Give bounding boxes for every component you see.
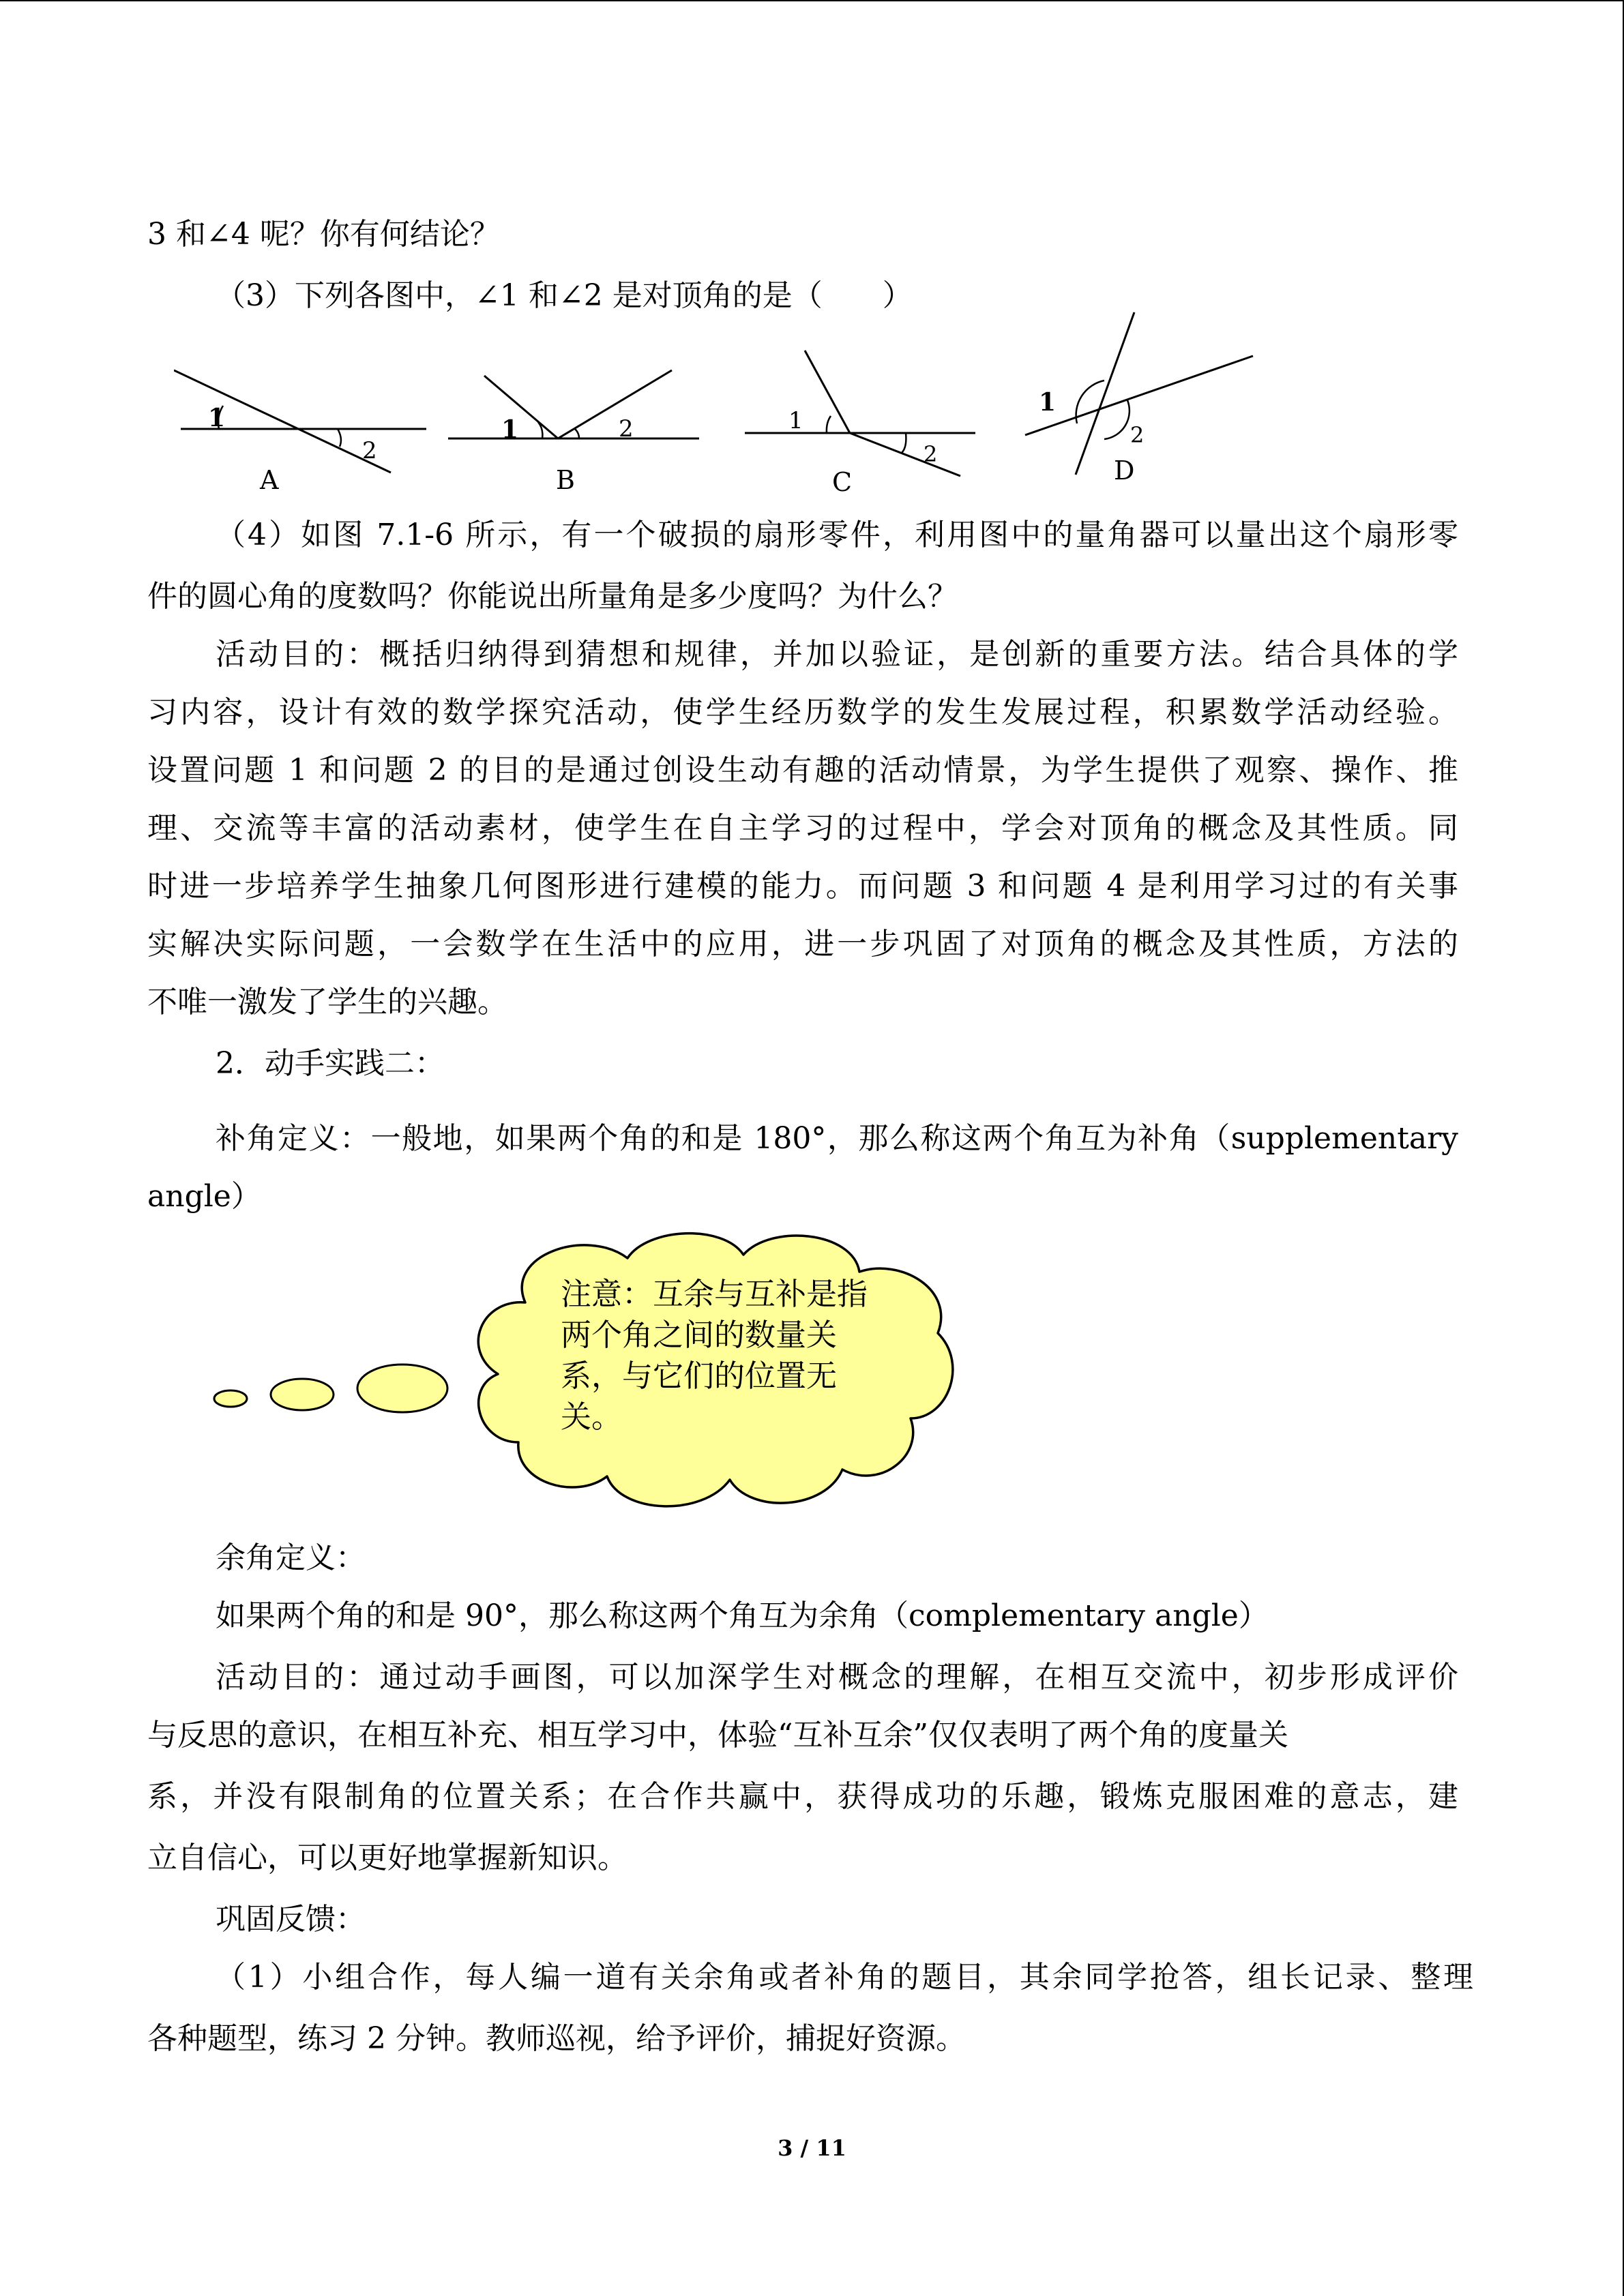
text-line: 3 和∠4 呢？你有何结论？: [147, 217, 500, 252]
text-line: 理、交流等丰富的活动素材，使学生在自主学习的过程中，学会对顶角的概念及其性质。同: [147, 811, 1458, 846]
text-line: 与反思的意识，在相互补充、相互学习中，体验“互补互余”仅仅表明了两个角的度量关: [147, 1718, 1288, 1753]
feedback-heading: 巩固反馈：: [216, 1902, 366, 1937]
fig-a-angle2-arc: [338, 429, 341, 447]
fig-a-letter: A: [260, 465, 279, 495]
text-line: 习内容，设计有效的数学探究活动，使学生经历数学的发生发展过程，积累数学活动经验。: [147, 695, 1458, 730]
fig-d-letter: D: [1114, 456, 1135, 486]
figure-option-c: [743, 348, 989, 494]
supplementary-definition: 补角定义：一般地，如果两个角的和是 180°，那么称这两个角互为补角（supplementary: [216, 1121, 1458, 1156]
complementary-heading: 余角定义：: [216, 1540, 366, 1575]
callout-trail-dot-medium: [271, 1379, 334, 1410]
text-line: 各种题型，练习 2 分钟。教师巡视，给予评价，捕捉好资源。: [147, 2021, 966, 2056]
question-4-line-1: （4）如图 7.1-6 所示，有一个破损的扇形零件，利用图中的量角器可以量出这个扇形零: [216, 518, 1458, 552]
fig-b-angle2-label: 2: [619, 415, 634, 443]
figure-option-b: [447, 358, 706, 498]
callout-text-line: 两个角之间的数量关: [561, 1317, 838, 1353]
text-line: 设置问题 1 和问题 2 的目的是通过创设生动有趣的活动情景，为学生提供了观察、操作、推: [147, 753, 1458, 788]
text-line: （1）小组合作，每人编一道有关余角或者补角的题目，其余同学抢答，组长记录、整理: [216, 1960, 1473, 1995]
page-number: 3 / 11: [778, 2135, 846, 2161]
question-4-line-2: 件的圆心角的度数吗？你能说出所量角是多少度吗？为什么？: [147, 579, 958, 614]
complementary-definition: 如果两个角的和是 90°，那么称这两个角互为余角（complementary angle）: [216, 1598, 1269, 1633]
text-line: 活动目的：通过动手画图，可以加深学生对概念的理解，在相互交流中，初步形成评价: [216, 1660, 1458, 1695]
fig-c-angle1-arc: [827, 416, 831, 433]
fig-c-letter: C: [832, 467, 853, 494]
fig-d-angle2-label: 2: [1130, 422, 1145, 448]
text-line: 系，并没有限制角的位置关系；在合作共赢中，获得成功的乐趣，锻炼克服困难的意志，建: [147, 1779, 1458, 1814]
fig-b-angle1-label: 1: [501, 415, 519, 444]
fig-a-angle1-label: 1: [208, 404, 226, 432]
fig-b-angle2-arc: [575, 429, 579, 438]
callout-trail-dot-small: [214, 1390, 247, 1407]
fig-a-angle2-label: 2: [362, 437, 377, 464]
text-line: 不唯一激发了学生的兴趣。: [147, 985, 507, 1019]
callout-text-line: 注意：互余与互补是指: [561, 1276, 868, 1312]
figure-option-d: [1020, 307, 1265, 491]
text-line: 时进一步培养学生抽象几何图形进行建模的能力。而问题 3 和问题 4 是利用学习过的有关事: [147, 869, 1458, 904]
fig-c-angle1-label: 1: [788, 407, 803, 434]
callout-text-line: 系，与它们的位置无: [561, 1358, 838, 1394]
text-line: 实解决实际问题，一会数学在生活中的应用，进一步巩固了对顶角的概念及其性质，方法的: [147, 927, 1458, 961]
question-3: （3）下列各图中，∠1 和∠2 是对顶角的是（ ）: [216, 278, 913, 313]
fig-b-left-ray: [484, 376, 558, 438]
fig-b-letter: B: [556, 465, 575, 495]
fig-d-angle1-label: 1: [1039, 388, 1057, 417]
fig-c-lower-ray: [850, 433, 960, 476]
callout-text-line: 关。: [561, 1399, 623, 1435]
fig-c-angle2-label: 2: [924, 441, 938, 467]
fig-a-oblique-line: [174, 370, 391, 473]
callout-text: [561, 1274, 909, 1437]
supplementary-definition-cont: angle）: [147, 1179, 261, 1214]
fig-d-angle1-arc: [1076, 381, 1104, 423]
figure-option-a: [174, 358, 433, 498]
text-line: 立自信心，可以更好地掌握新知识。: [147, 1840, 628, 1875]
text-line: 活动目的：概括归纳得到猜想和规律，并加以验证，是创新的重要方法。结合具体的学: [216, 637, 1458, 672]
section-heading: 2．动手实践二：: [216, 1046, 445, 1081]
callout-trail-dot-large: [357, 1365, 447, 1412]
fig-c-upper-ray: [805, 351, 850, 433]
fig-c-angle2-arc: [902, 433, 906, 453]
fig-b-right-ray: [558, 370, 672, 438]
